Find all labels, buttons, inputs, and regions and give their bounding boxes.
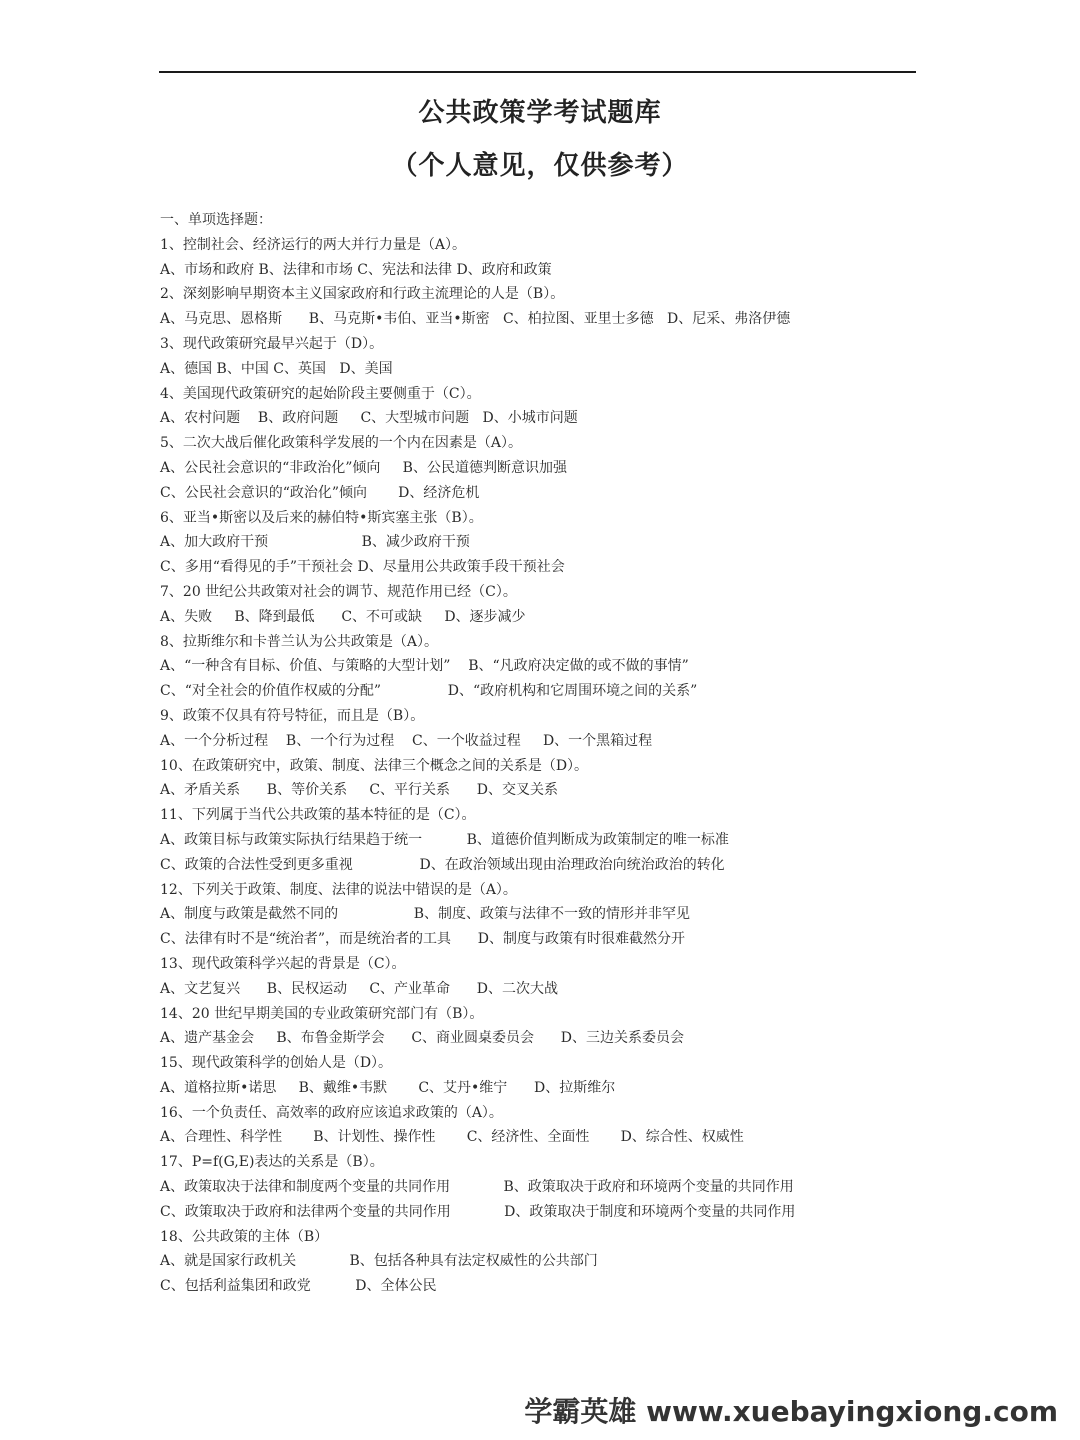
options-6a: A、加大政府干预 B、减少政府干预 [160,534,470,551]
options-18a: A、就是国家行政机关 B、包括各种具有法定权威性的公共部门 [160,1253,598,1270]
question-10: 10、在政策研究中，政策、制度、法律三个概念之间的关系是（D）。 [160,757,589,774]
question-11: 11、下列属于当代公共政策的基本特征的是（C）。 [160,807,476,824]
options-9: A、一个分析过程 B、一个行为过程 C、一个收益过程 D、一个黑箱过程 [160,732,653,749]
document-subtitle: （个人意见，仅供参考） [391,151,689,181]
options-8a: A、“一种含有目标、价值、与策略的大型计划” B、“凡政府决定做的或不做的事情” [160,658,689,675]
options-2: A、马克思、恩格斯 B、马克斯•韦伯、亚当•斯密 C、柏拉图、亚里士多德 D、尼采、弗洛伊德 [160,311,791,328]
question-3: 3、现代政策研究最早兴起于（D）。 [160,335,384,352]
question-13: 13、现代政策科学兴起的背景是（C）。 [160,955,406,972]
options-6b: C、多用“看得见的手”干预社会 D、尽量用公共政策手段干预社会 [160,559,565,576]
section-heading: 一、单项选择题： [160,212,272,228]
question-12: 12、下列关于政策、制度、法律的说法中错误的是（A）。 [160,881,517,898]
question-15: 15、现代政策科学的创始人是（D）。 [160,1055,393,1072]
options-4: A、农村问题 B、政府问题 C、大型城市问题 D、小城市问题 [160,410,578,427]
options-12b: C、法律有时不是“统治者”，而是统治者的工具 D、制度与政策有时很难截然分开 [160,931,685,948]
question-4: 4、美国现代政策研究的起始阶段主要侧重于（C）。 [160,385,481,402]
question-2: 2、深刻影响早期资本主义国家政府和行政主流理论的人是（B）。 [160,286,565,303]
question-6: 6、亚当•斯密以及后来的赫伯特•斯宾塞主张（B）。 [160,509,483,526]
options-3: A、德国 B、中国 C、英国 D、美国 [160,360,393,377]
options-17a: A、政策取决于法律和制度两个变量的共同作用 B、政策取决于政府和环境两个变量的共同作用 [160,1179,794,1196]
document-title: 公共政策学考试题库 [418,98,662,128]
question-1: 1、控制社会、经济运行的两大并行力量是（A）。 [160,236,467,253]
header-rule [159,71,916,73]
question-5: 5、二次大战后催化政策科学发展的一个内在因素是（A）。 [160,435,523,452]
options-17b: C、政策取决于政府和法律两个变量的共同作用 D、政策取决于制度和环境两个变量的共同作用 [160,1203,796,1220]
site-watermark: 学霸英雄 www.xuebayingxiong.com [524,1395,1058,1428]
options-7: A、失败 B、降到最低 C、不可或缺 D、逐步减少 [160,608,526,625]
options-5b: C、公民社会意识的“政治化”倾向 D、经济危机 [160,484,480,501]
options-15: A、道格拉斯•诺思 B、戴维•韦默 C、艾丹•维宁 D、拉斯维尔 [160,1079,616,1096]
options-11a: A、政策目标与政策实际执行结果趋于统一 B、道德价值判断成为政策制定的唯一标准 [160,831,729,848]
options-18b: C、包括利益集团和政党 D、全体公民 [160,1278,437,1295]
question-14: 14、20 世纪早期美国的专业政策研究部门有（B）。 [160,1005,484,1022]
options-5a: A、公民社会意识的“非政治化”倾向 B、公民道德判断意识加强 [160,459,567,476]
options-16: A、合理性、科学性 B、计划性、操作性 C、经济性、全面性 D、综合性、权威性 [160,1129,744,1146]
options-13: A、文艺复兴 B、民权运动 C、产业革命 D、二次大战 [160,980,558,997]
options-14: A、遗产基金会 B、布鲁金斯学会 C、商业圆桌委员会 D、三边关系委员会 [160,1030,684,1047]
options-8b: C、“对全社会的价值作权威的分配” D、“政府机构和它周围环境之间的关系” [160,683,698,700]
options-10: A、矛盾关系 B、等价关系 C、平行关系 D、交叉关系 [160,782,558,799]
question-17: 17、P=f(G,E)表达的关系是（B）。 [160,1154,384,1171]
question-list [160,208,920,1299]
question-16: 16、一个负责任、高效率的政府应该追求政策的（A）。 [160,1104,503,1121]
question-18: 18、公共政策的主体（B） [160,1228,329,1245]
question-7: 7、20 世纪公共政策对社会的调节、规范作用已经（C）。 [160,583,517,600]
options-1: A、市场和政府 B、法律和市场 C、宪法和法律 D、政府和政策 [160,261,552,278]
options-11b: C、政策的合法性受到更多重视 D、在政治领域出现由治理政治向统治政治的转化 [160,856,725,873]
question-8: 8、拉斯维尔和卡普兰认为公共政策是（A）。 [160,633,439,650]
question-9: 9、政策不仅具有符号特征，而且是（B）。 [160,707,425,724]
options-12a: A、制度与政策是截然不同的 B、制度、政策与法律不一致的情形并非罕见 [160,906,691,923]
